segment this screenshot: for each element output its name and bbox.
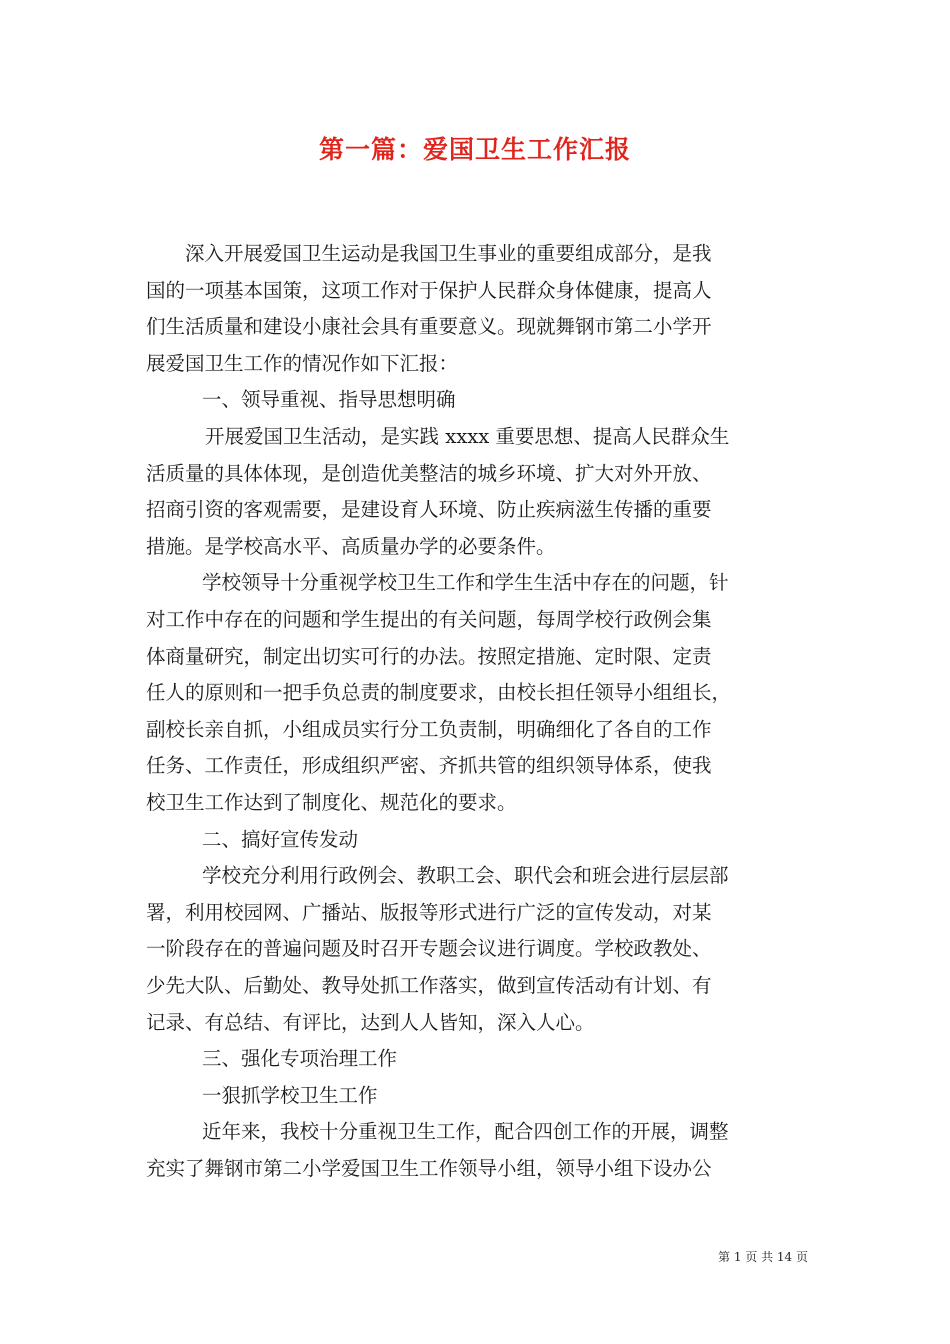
text-line: 开展爱国卫生活动，是实践 xxxx 重要思想、提高人民群众生 bbox=[205, 425, 730, 448]
text-line: 任人的原则和一把手负总责的制度要求，由校长担任领导小组组长， bbox=[146, 681, 732, 705]
text-line: 一阶段存在的普遍问题及时召开专题会议进行调度。学校政教处、 bbox=[146, 937, 712, 961]
text-line: 副校长亲自抓，小组成员实行分工负责制，明确细化了各自的工作 bbox=[146, 717, 712, 741]
section-heading: 三、强化专项治理工作 bbox=[202, 1047, 398, 1071]
text-line: 充实了舞钢市第二小学爱国卫生工作领导小组，领导小组下设办公 bbox=[146, 1157, 712, 1180]
text-line: 任务、工作责任，形成组织严密、齐抓共管的组织领导体系，使我 bbox=[146, 754, 712, 778]
page-number: 第 1 页 共 14 页 bbox=[718, 1250, 808, 1264]
text-line: 活质量的具体体现，是创造优美整洁的城乡环境、扩大对外开放、 bbox=[146, 461, 712, 485]
page-title: 第一篇：爱国卫生工作汇报 bbox=[318, 135, 631, 164]
text-line: 署，利用校园网、广播站、版报等形式进行广泛的宣传发动，对某 bbox=[146, 900, 712, 924]
text-line: 记录、有总结、有评比，达到人人皆知，深入人心。 bbox=[146, 1010, 595, 1034]
text-line: 对工作中存在的问题和学生提出的有关问题，每周学校行政例会集 bbox=[146, 608, 712, 631]
text-line: 深入开展爱国卫生运动是我国卫生事业的重要组成部分，是我 bbox=[185, 242, 712, 265]
text-line: 展爱国卫生工作的情况作如下汇报： bbox=[146, 351, 459, 375]
text-line: 招商引资的客观需要，是建设育人环境、防止疾病滋生传播的重要 bbox=[146, 498, 712, 522]
text-line: 措施。是学校高水平、高质量办学的必要条件。 bbox=[146, 534, 556, 558]
text-line: 学校充分利用行政例会、教职工会、职代会和班会进行层层部 bbox=[202, 864, 729, 888]
text-line: 近年来，我校十分重视卫生工作，配合四创工作的开展，调整 bbox=[202, 1120, 729, 1144]
text-line: 校卫生工作达到了制度化、规范化的要求。 bbox=[146, 791, 517, 814]
text-line: 学校领导十分重视学校卫生工作和学生生活中存在的问题，针 bbox=[202, 571, 729, 595]
text-line: 们生活质量和建设小康社会具有重要意义。现就舞钢市第二小学开 bbox=[146, 315, 712, 339]
section-heading: 一、领导重视、指导思想明确 bbox=[202, 388, 456, 412]
subsection-heading: 一狠抓学校卫生工作 bbox=[202, 1083, 378, 1107]
text-line: 国的一项基本国策，这项工作对于保护人民群众身体健康，提高人 bbox=[146, 278, 712, 302]
section-heading: 二、搞好宣传发动 bbox=[202, 827, 359, 851]
text-line: 体商量研究，制定出切实可行的办法。按照定措施、定时限、定责 bbox=[146, 644, 712, 668]
text-line: 少先大队、后勤处、教导处抓工作落实，做到宣传活动有计划、有 bbox=[146, 974, 712, 997]
